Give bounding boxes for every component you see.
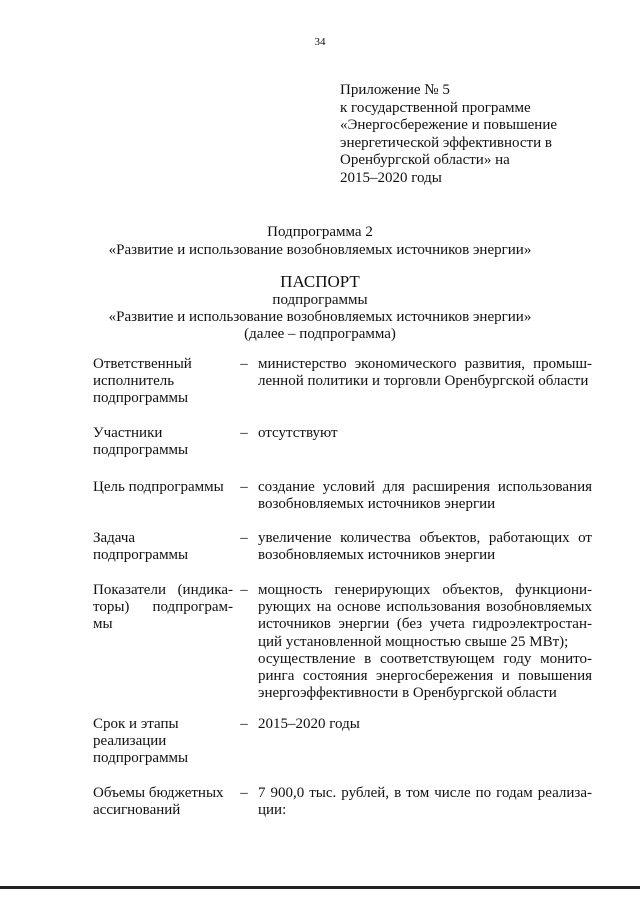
appendix-line: к государственной программе	[340, 99, 531, 116]
row-label-line: исполнитель	[93, 373, 175, 390]
row-value-line: энергоэффективности в Оренбургской области	[258, 685, 557, 702]
row-value	[258, 785, 592, 819]
row-label-line: реализации	[93, 733, 167, 750]
row-value	[258, 716, 592, 733]
appendix-block	[340, 82, 610, 187]
row-value-line: ций установленной мощностью свыше 25 МВт);	[258, 633, 569, 650]
passport-note: (далее – подпрограмма)	[244, 326, 396, 342]
row-label	[93, 479, 233, 496]
row-dash: –	[240, 425, 248, 441]
row-label	[93, 530, 233, 564]
row-label-line: торы) подпрограм-	[93, 599, 233, 616]
row-value-line: отсутствуют	[258, 425, 338, 441]
passport-subprogram-name: «Развитие и использование возобновляемых источников энергии»	[108, 309, 532, 325]
row-value-line: возобновляемых источников энергии	[258, 496, 496, 513]
row-label-line: подпрограммы	[93, 442, 189, 459]
row-label-line: Показатели (индика-	[93, 582, 233, 598]
row-value-line: мощность генерирующих объектов, функциони-	[258, 582, 592, 598]
row-value-line: рующих на основе использования возобновляемых	[258, 599, 592, 616]
row-label-line: Ответственный	[93, 356, 192, 372]
row-value	[258, 425, 592, 442]
passport-heading: ПАСПОРТ	[280, 272, 360, 291]
row-value-line: ции:	[258, 802, 287, 819]
row-value-line: осуществление в соответствующем году монито-	[258, 650, 592, 667]
row-value	[258, 356, 592, 390]
subprogram-name: «Развитие и использование возобновляемых источников энергии»	[108, 242, 532, 258]
row-value-line: увеличение количества объектов, работающих от	[258, 530, 592, 546]
row-value-line: возобновляемых источников энергии	[258, 547, 496, 564]
row-dash: –	[240, 530, 248, 546]
row-label-line: Срок и этапы	[93, 716, 179, 732]
row-value-line: ринга состояния энергосбережения и повышения	[258, 668, 592, 685]
row-value-line: 7 900,0 тыс. рублей, в том числе по годам реализа-	[258, 785, 592, 801]
row-value-line: 2015–2020 годы	[258, 716, 360, 732]
subprogram-title	[0, 223, 640, 259]
page-number: 34	[314, 36, 326, 48]
row-dash: –	[240, 716, 248, 732]
row-label	[93, 582, 233, 634]
row-label-line: подпрограммы	[93, 547, 189, 564]
appendix-line: Приложение № 5	[340, 82, 450, 98]
row-label	[93, 785, 233, 819]
row-value	[258, 582, 592, 702]
row-dash: –	[240, 479, 248, 495]
row-value	[258, 479, 592, 513]
row-value-line: министерство экономического развития, промыш-	[258, 356, 592, 372]
row-dash: –	[240, 356, 248, 372]
row-dash: –	[240, 582, 248, 598]
row-label-line: подпрограммы	[93, 750, 189, 767]
row-label-line: подпрограммы	[93, 390, 189, 407]
row-label	[93, 716, 233, 768]
row-label-line: Цель подпрограммы	[93, 479, 224, 495]
row-label-line: мы	[93, 616, 113, 633]
bottom-rule	[0, 886, 640, 889]
row-value-line: ленной политики и торговли Оренбургской области	[258, 373, 589, 390]
passport-header	[0, 272, 640, 343]
row-label-line: ассигнований	[93, 802, 181, 819]
row-label	[93, 356, 233, 408]
appendix-line: Оренбургской области» на	[340, 152, 510, 168]
row-dash: –	[240, 785, 248, 801]
row-value-line: создание условий для расширения использования	[258, 479, 592, 495]
row-value-line: источников энергии (без учета гидроэлектростан-	[258, 616, 592, 633]
appendix-line: энергетической эффективности в	[340, 134, 552, 151]
row-label-line: Объемы бюджетных	[93, 785, 224, 801]
appendix-line: 2015–2020 годы	[340, 169, 442, 186]
appendix-line: «Энергосбережение и повышение	[340, 117, 558, 133]
passport-subtitle: подпрограммы	[272, 292, 368, 308]
row-label-line: Участники	[93, 425, 163, 441]
subprogram-number: Подпрограмма 2	[267, 224, 373, 240]
row-value	[258, 530, 592, 564]
row-label	[93, 425, 233, 459]
row-label-line: Задача	[93, 530, 136, 546]
